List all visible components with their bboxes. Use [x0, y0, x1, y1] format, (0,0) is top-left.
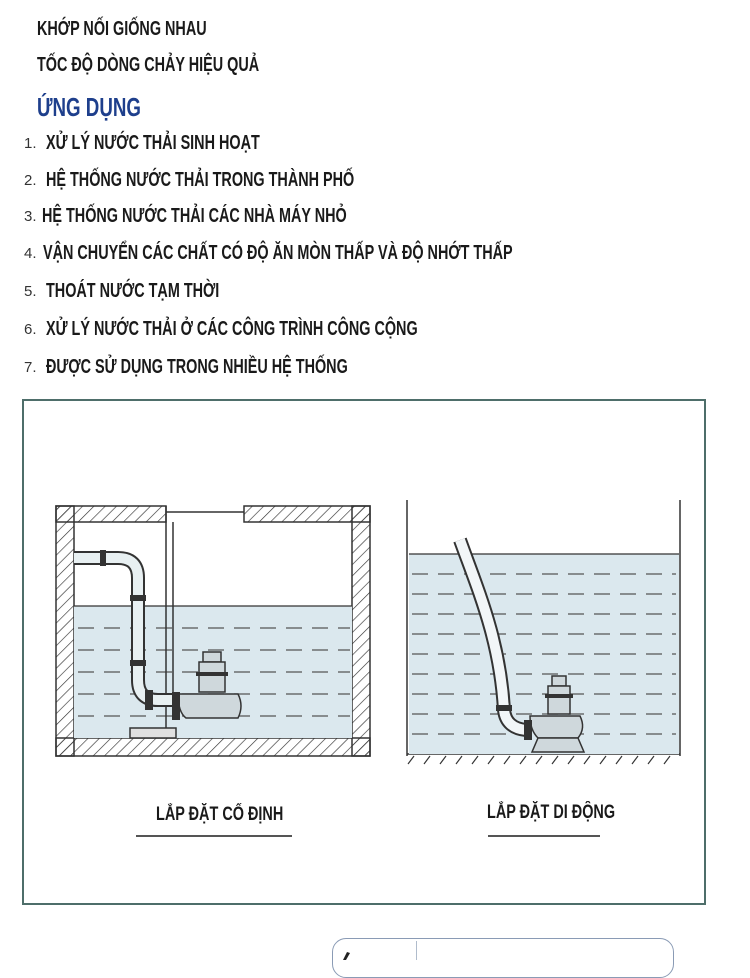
feature-line-2: TỐC ĐỘ DÒNG CHẢY HIỆU QUẢ	[37, 54, 260, 76]
fixed-pit-roof-right	[244, 506, 370, 522]
bottom-toolbar[interactable]	[332, 938, 674, 978]
applications-heading: ỨNG DỤNG	[37, 92, 141, 122]
fixed-installation-caption: LẮP ĐẶT CỐ ĐỊNH	[156, 804, 284, 825]
list-text: HỆ THỐNG NƯỚC THẢI TRONG THÀNH PHỐ	[46, 168, 355, 191]
toolbar-divider	[416, 941, 417, 960]
list-text: THOÁT NƯỚC TẠM THỜI	[46, 279, 220, 302]
fixed-pit-wall-right	[352, 506, 370, 756]
fixed-caption-underline	[136, 835, 292, 837]
list-number: 5.	[24, 282, 37, 300]
list-text: XỬ LÝ NƯỚC THẢI SINH HOẠT	[46, 131, 260, 154]
fixed-pit-roof-left	[56, 506, 166, 522]
pen-icon[interactable]	[340, 950, 354, 960]
mobile-installation-caption: LẮP ĐẶT DI ĐỘNG	[487, 802, 616, 823]
list-number: 1.	[24, 134, 37, 152]
list-number: 4.	[24, 244, 37, 262]
mobile-caption-underline	[488, 835, 600, 837]
fixed-installation-illustration	[56, 506, 370, 756]
list-text: XỬ LÝ NƯỚC THẢI Ở CÁC CÔNG TRÌNH CÔNG CỘNG	[46, 317, 418, 340]
list-text: VẬN CHUYỂN CÁC CHẤT CÓ ĐỘ ĂN MÒN THẤP VÀ ĐỘ NHỚT THẤP	[43, 241, 513, 264]
list-text: ĐƯỢC SỬ DỤNG TRONG NHIỀU HỆ THỐNG	[46, 355, 348, 378]
fixed-pit-wall-left	[56, 506, 74, 756]
list-number: 3.	[24, 207, 37, 225]
list-number: 2.	[24, 171, 37, 189]
mobile-installation-illustration	[407, 500, 680, 764]
feature-line-1: KHỚP NỐI GIỐNG NHAU	[37, 18, 207, 40]
list-number: 6.	[24, 320, 37, 338]
fixed-pit-floor	[56, 738, 370, 756]
list-number: 7.	[24, 358, 37, 376]
list-text: HỆ THỐNG NƯỚC THẢI CÁC NHÀ MÁY NHỎ	[42, 204, 347, 227]
